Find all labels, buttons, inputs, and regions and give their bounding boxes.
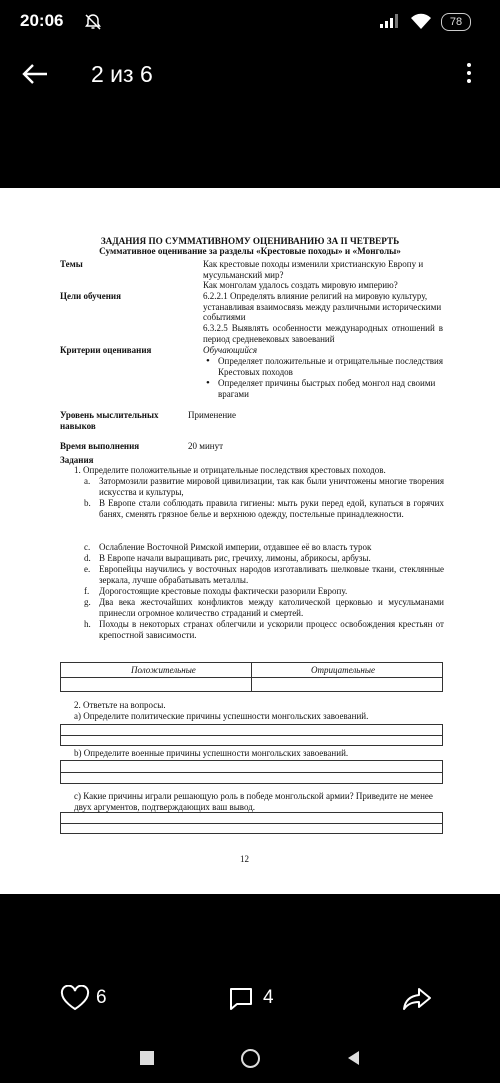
viewer-top-bar: [0, 50, 500, 100]
status-time: 20:06: [20, 11, 64, 30]
criteria-item-1: • Определяет положительные и отрицательные последствия Крестовых походов: [218, 356, 443, 377]
goal-2: 6.3.2.5 Выявлять особенности международных отношений в период средневековых завоеваний: [203, 323, 443, 344]
more-options-icon[interactable]: [462, 60, 476, 90]
criteria-intro: Обучающийся: [203, 345, 258, 355]
recent-apps-button[interactable]: [140, 1051, 154, 1065]
task-2: 2. Ответьте на вопросы.: [74, 700, 166, 710]
answer-table-task-1: [60, 662, 443, 692]
theme-1: Как крестовые походы изменили христианскую Европу и мусульманский мир?: [203, 259, 424, 280]
action-bar: [0, 975, 500, 1019]
document-page: ЗАДАНИЯ ПО СУММАТИВНОМУ ОЦЕНИВАНИЮ ЗА II ЧЕТВЕРТЬ Суммативное оценивание за разделы «Крестовые походы» и «Монголы» Темы Как крестовые походы изменили христианскую Европу и мусульманский мир? Как монголам удалось создать мировую империю? Цели обучения 6.2.2.1 Определять влияние религий на мировую культуру, устанавливая взаимосвязь между различными историческими событиями 6.3.2.5 Выявлять особенности международных отношений в период средневековых завоеваний Критерии оценивания Обучающийся • Определяет положительные и отрицательные последствия Крестовых походов • Определяет причины быстрых побед монгол над своими врагами Уровень мыслительных навыков Применение Время выполнения 20 минут Задания 1. Определите положительные и отрицательные последствия крестовых походов. a. Затормозили развитие мировой цивилизации, так как были уничтожены многие творения искусства и культуры, b. В Европе стали соблюдать правила гигиены: мыть руки перед едой, купаться в горячих банях, сменять грязное белье и верхнюю одежду, постельные принадлежности. c. Ослабление Восточной Римской империи, отдавшее её во власть турок d. В Европе начали выращивать рис, гречиху, лимоны, абрикосы, арбузы. e. Европейцы научились у восточных народов изготавливать шелковые ткани, стеклянные зеркала, лучше обрабатывать металлы. f. Дорогостоящие крестовые походы фактически разорили Европу. g. Два века жесточайших конфликтов между католической церковью и мусульманами принесли огромное количество страданий и смертей. h. Походы в некоторых странах облегчили и ускорили процесс освобождения крестьян от крепостной зависимости. Положительные Отрицательные 2. Ответьте на вопросы. a) Определите политические причины успешности монгольских завоеваний. b) Определите военные причины успешности монгольских завоеваний. c) Какие причины играли решающую роль в победе монгольской армии? Приведите не менее двух аргументов, подтверждающих ваш вывод. 12: [0, 188, 500, 894]
time-value: 20 минут: [188, 441, 224, 451]
home-button[interactable]: [241, 1049, 260, 1068]
level-value: Применение: [188, 410, 236, 420]
notifications-muted-icon: [84, 13, 102, 36]
share-icon[interactable]: [402, 987, 432, 1016]
time-label: Время выполнения: [60, 441, 140, 451]
criteria-item-2: • Определяет причины быстрых побед монгол над своими врагами: [218, 378, 443, 399]
like-count: 6: [96, 987, 107, 1008]
goal-1: 6.2.2.1 Определять влияние религий на мировую культуру, устанавливая взаимосвязь между различными историческими событиями: [203, 291, 442, 322]
battery-indicator: 78: [441, 13, 471, 31]
column-header-negative: Отрицательные: [311, 665, 375, 675]
task-2b: b) Определите военные причины успешности монгольских завоеваний.: [74, 748, 349, 758]
level-label: Уровень мыслительных навыков: [60, 410, 159, 431]
answer-box-task-2a: [60, 724, 443, 746]
comment-count: 4: [263, 987, 274, 1008]
comment-icon[interactable]: [228, 986, 254, 1017]
answer-box-task-2b: [60, 760, 443, 784]
page-indicator: 2 из 6: [91, 61, 153, 87]
wifi-icon: [410, 12, 432, 35]
doc-title: ЗАДАНИЯ ПО СУММАТИВНОМУ ОЦЕНИВАНИЮ ЗА II ЧЕТВЕРТЬ: [100, 236, 400, 246]
system-nav-bar: [0, 1040, 500, 1083]
column-header-positive: Положительные: [131, 665, 196, 675]
back-button[interactable]: [345, 1049, 361, 1072]
signal-icon: [380, 14, 402, 33]
answer-box-task-2c: [60, 812, 443, 834]
themes-label: Темы: [60, 259, 83, 269]
task-2a: a) Определите политические причины успешности монгольских завоеваний.: [74, 711, 369, 721]
heart-icon[interactable]: [60, 985, 90, 1016]
goals-label: Цели обучения: [60, 291, 121, 301]
task-1: 1. Определите положительные и отрицательные последствия крестовых походов.: [74, 465, 386, 475]
criteria-label: Критерии оценивания: [60, 345, 152, 355]
status-bar: [0, 0, 500, 44]
task-2c: c) Какие причины играли решающую роль в победе монгольской армии? Приведите не менее двух аргументов, подтверждающих ваш вывод.: [74, 791, 433, 812]
doc-subtitle: Суммативное оценивание за разделы «Крестовые походы» и «Монголы»: [99, 246, 401, 256]
theme-2: Как монголам удалось создать мировую империю?: [203, 280, 398, 290]
page-number: 12: [240, 854, 249, 864]
back-arrow-icon[interactable]: [20, 60, 50, 88]
tasks-label: Задания: [60, 455, 94, 465]
